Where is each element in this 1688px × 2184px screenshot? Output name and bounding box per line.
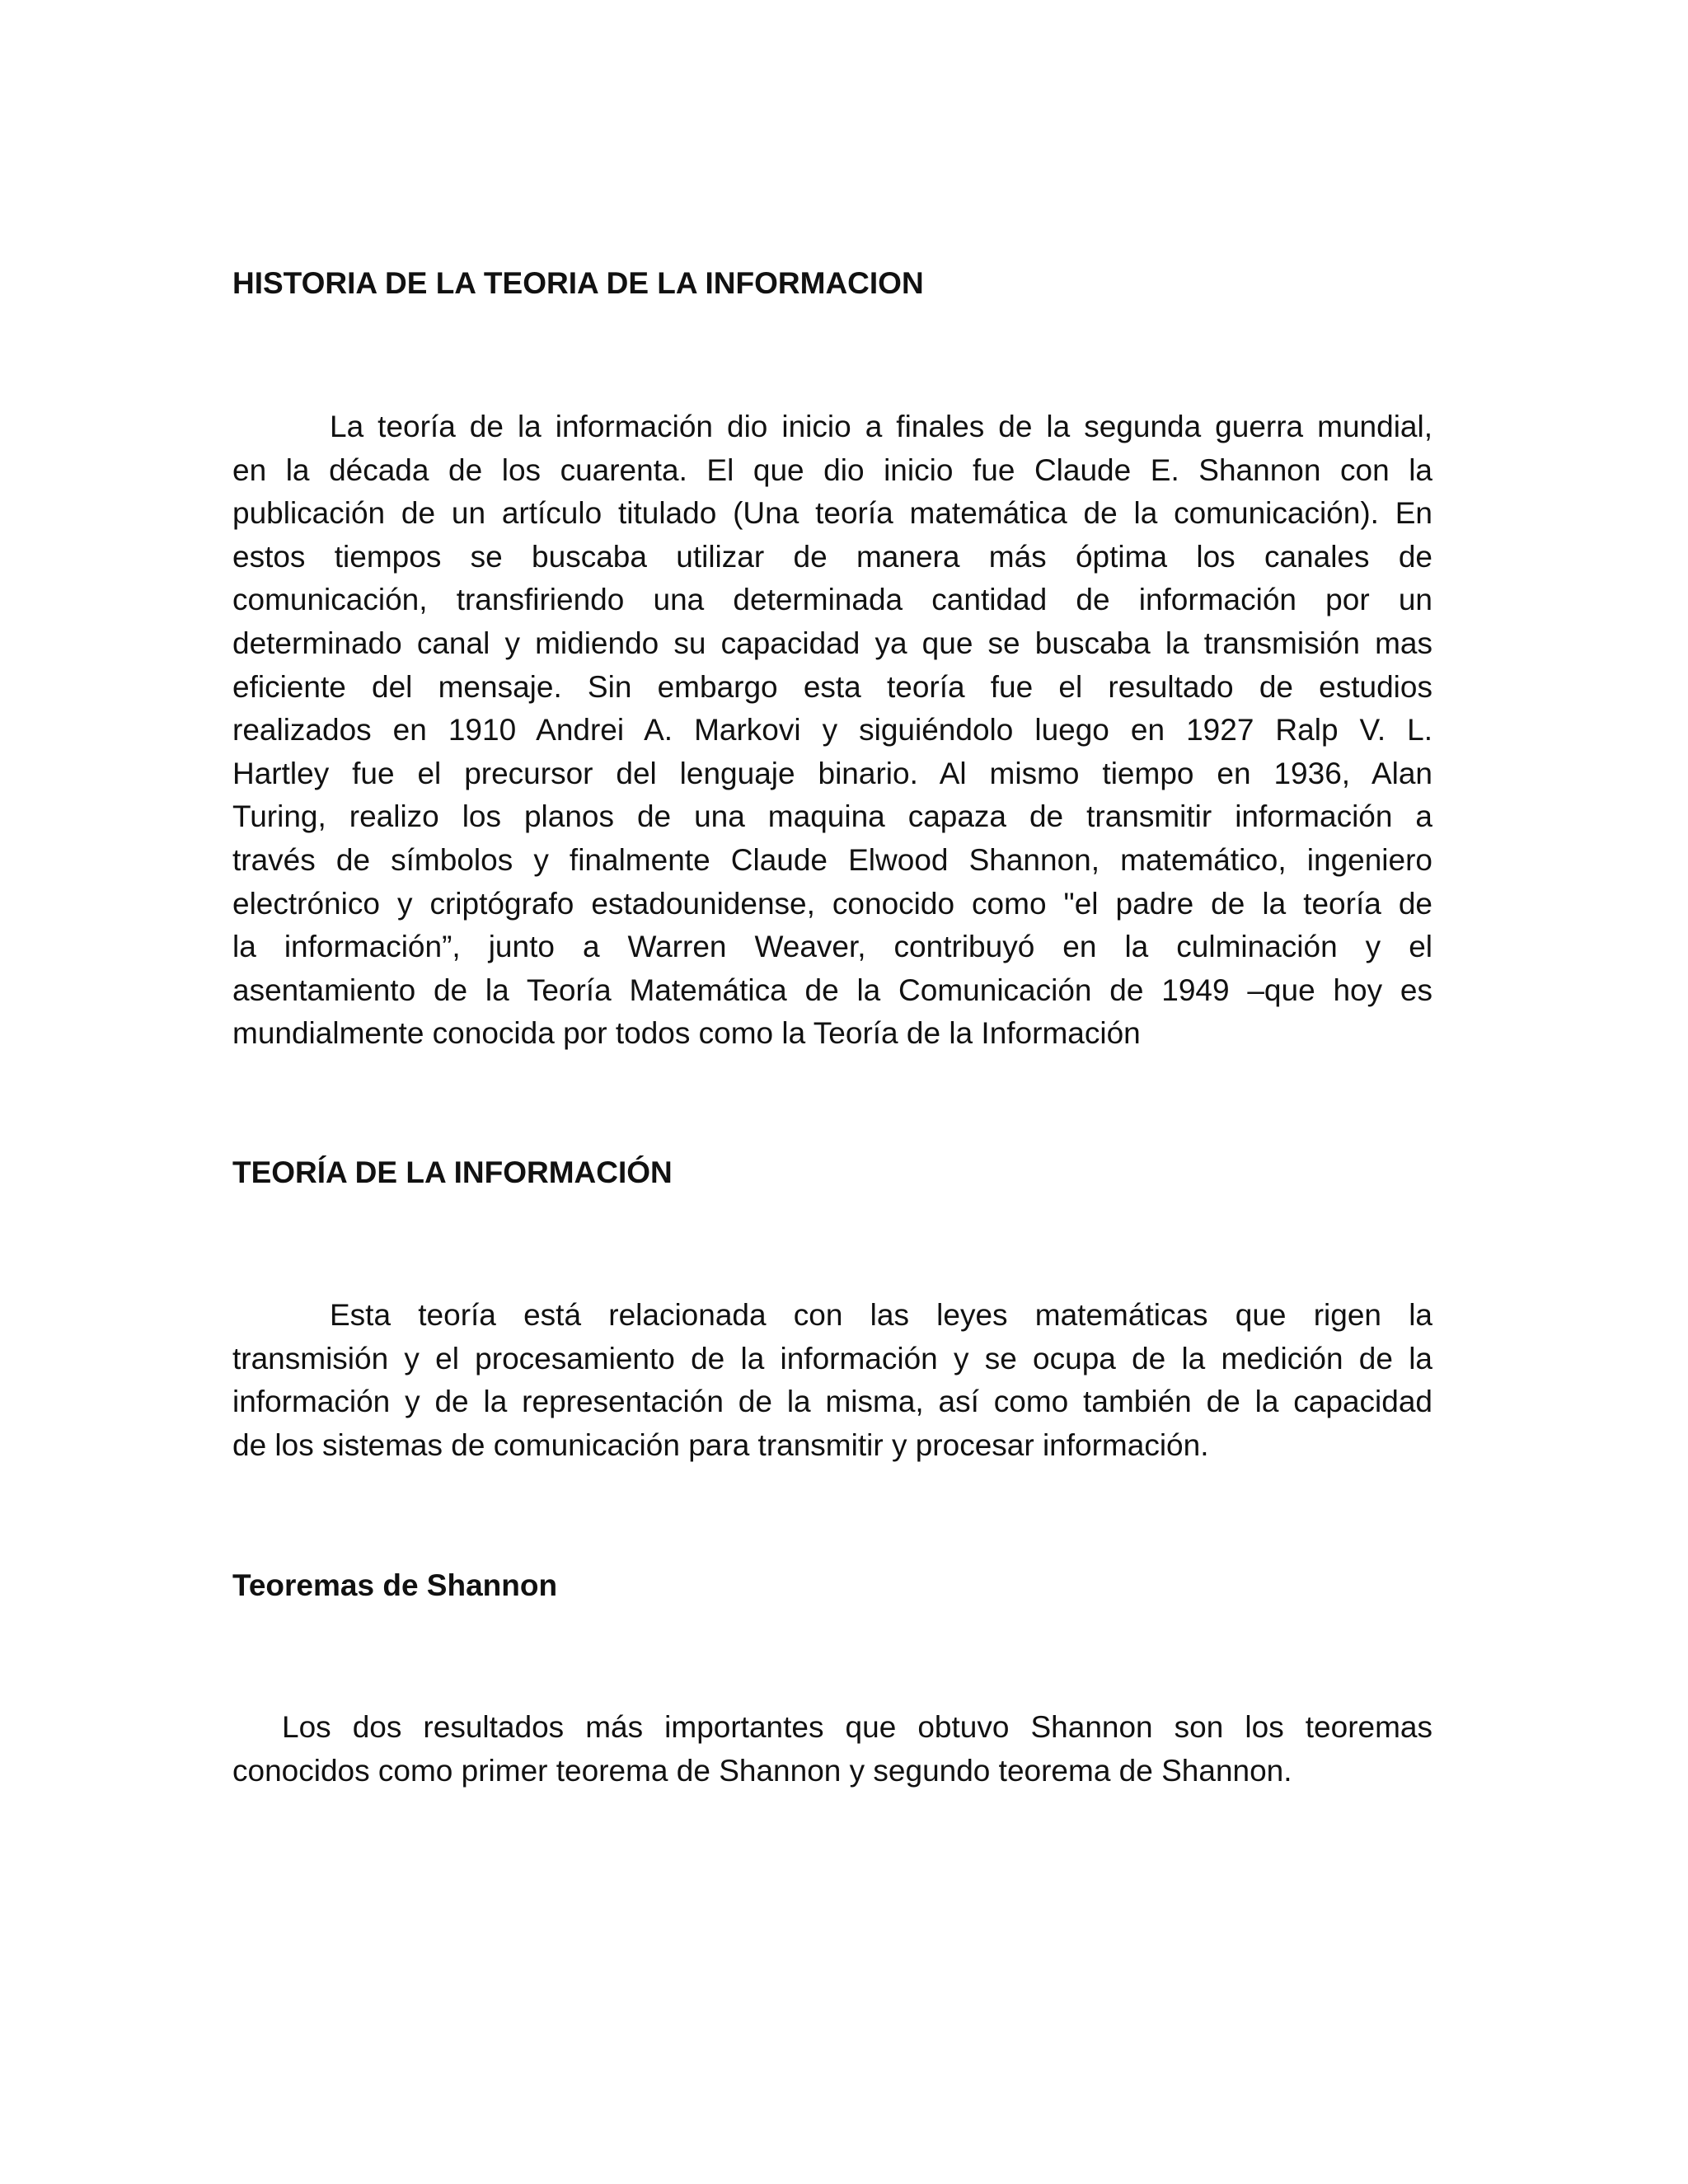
paragraph-line: través de símbolos y finalmente Claude Elwood Shannon, matemático, ingeniero	[232, 842, 1432, 877]
paragraph-line: determinado canal y midiendo su capacidad ya que se buscaba la transmisión mas	[232, 626, 1432, 660]
section-heading-historia: HISTORIA DE LA TEORIA DE LA INFORMACION	[232, 266, 924, 300]
paragraph-line: eficiente del mensaje. Sin embargo esta teoría fue el resultado de estudios	[232, 669, 1432, 704]
paragraph-line: Hartley fue el precursor del lenguaje binario. Al mismo tiempo en 1936, Alan	[232, 756, 1432, 790]
paragraph-teoremas	[232, 1706, 1432, 1793]
section-heading-teoria: TEORÍA DE LA INFORMACIÓN	[232, 1155, 673, 1189]
paragraph-line: información y de la representación de la misma, así como también de la capacidad	[232, 1385, 1432, 1419]
paragraph-line: la información”, junto a Warren Weaver, contribuyó en la culminación y el	[232, 930, 1432, 964]
paragraph-line: Turing, realizo los planos de una maquina capaza de transmitir información a	[232, 799, 1432, 834]
paragraph-line: conocidos como primer teorema de Shannon y segundo teorema de Shannon.	[232, 1753, 1292, 1788]
paragraph-line: Esta teoría está relacionada con las leyes matemáticas que rigen la	[330, 1298, 1432, 1332]
paragraph-line: mundialmente conocida por todos como la Teoría de la Información	[232, 1016, 1141, 1051]
paragraph-line: publicación de un artículo titulado (Una teoría matemática de la comunicación). En	[232, 496, 1432, 531]
paragraph-line: de los sistemas de comunicación para transmitir y procesar información.	[232, 1427, 1209, 1462]
paragraph-line: en la década de los cuarenta. El que dio inicio fue Claude E. Shannon con la	[232, 452, 1432, 487]
paragraph-line: Los dos resultados más importantes que obtuvo Shannon son los teoremas	[282, 1710, 1432, 1744]
paragraph-line: La teoría de la información dio inicio a finales de la segunda guerra mundial,	[330, 410, 1432, 443]
paragraph-line: realizados en 1910 Andrei A. Markovi y siguiéndolo luego en 1927 Ralp V. L.	[232, 713, 1432, 748]
paragraph-historia	[232, 405, 1432, 1056]
paragraph-line: asentamiento de la Teoría Matemática de la Comunicación de 1949 –que hoy es	[232, 972, 1432, 1007]
paragraph-line: transmisión y el procesamiento de la información y se ocupa de la medición de la	[232, 1341, 1432, 1376]
paragraph-line: estos tiempos se buscaba utilizar de manera más óptima los canales de	[232, 539, 1432, 574]
paragraph-teoria	[232, 1294, 1432, 1467]
paragraph-line: electrónico y criptógrafo estadounidense, conocido como "el padre de la teoría de	[232, 886, 1432, 921]
section-heading-teoremas: Teoremas de Shannon	[232, 1568, 558, 1602]
paragraph-line: comunicación, transfiriendo una determinada cantidad de información por un	[232, 583, 1432, 617]
